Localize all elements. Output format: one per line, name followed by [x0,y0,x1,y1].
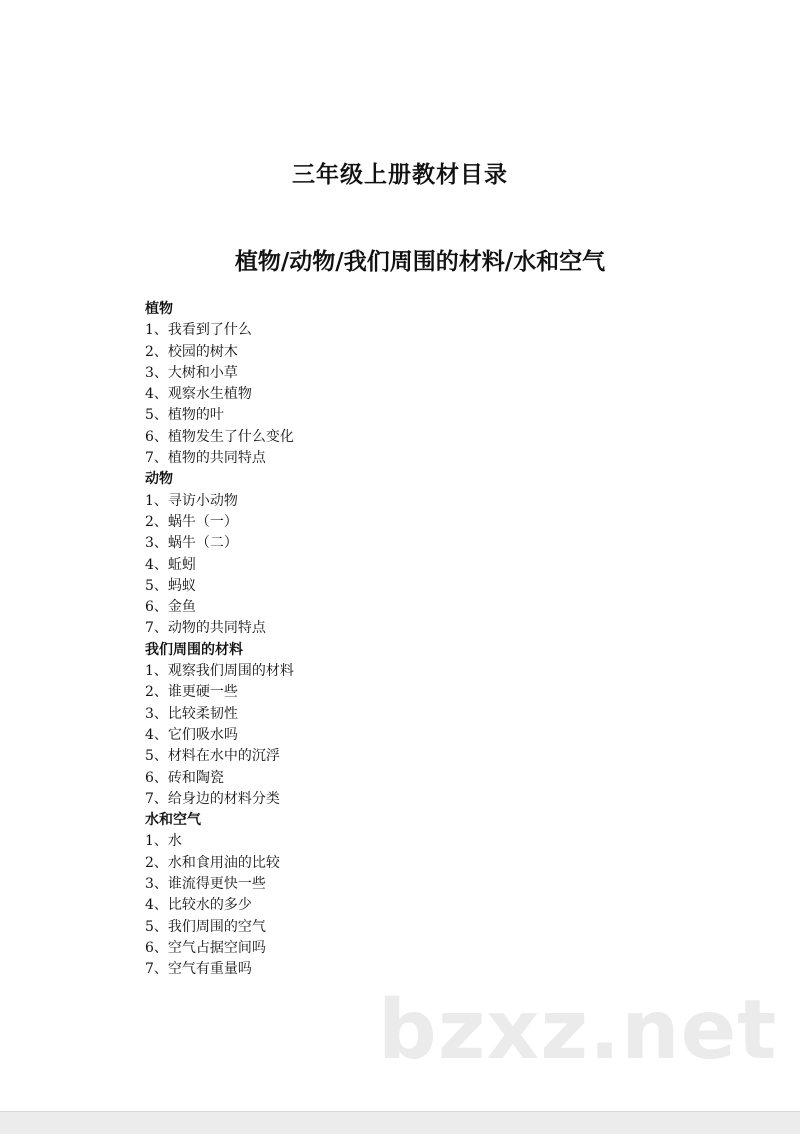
list-item: 3、比较柔韧性 [145,705,238,722]
section-heading: 我们周围的材料 [145,641,243,658]
list-item: 1、观察我们周围的材料 [145,663,294,680]
section-heading: 水和空气 [145,812,201,829]
list-item: 3、谁流得更快一些 [145,876,266,893]
list-item: 4、观察水生植物 [145,386,252,403]
list-item: 7、空气有重量吗 [145,961,252,978]
toc-section-plants [145,299,565,469]
list-item: 6、金鱼 [145,599,196,616]
list-item: 5、蚂蚁 [145,577,196,594]
list-item: 7、植物的共同特点 [145,450,266,467]
list-item: 6、空气占据空间吗 [145,939,266,956]
list-item: 4、蚯蚓 [145,556,196,573]
list-item: 2、蜗牛（一） [145,513,238,530]
list-item: 1、我看到了什么 [145,322,252,339]
list-item: 3、大树和小草 [145,364,238,381]
list-item: 7、动物的共同特点 [145,620,266,637]
list-item: 2、水和食用油的比较 [145,854,280,871]
list-item: 5、植物的叶 [145,407,224,424]
toc-section-water-air [145,810,565,980]
toc-section-materials [145,640,565,810]
section-heading: 动物 [145,471,173,488]
list-item: 5、材料在水中的沉浮 [145,748,280,765]
watermark: bzxz.net [378,983,778,1078]
page-title: 三年级上册教材目录 [292,161,508,188]
page-subtitle: 植物/动物/我们周围的材料/水和空气 [234,248,606,275]
list-item: 2、校园的树木 [145,343,238,360]
list-item: 4、它们吸水吗 [145,726,238,743]
section-heading: 植物 [145,301,173,317]
list-item: 3、蜗牛（二） [145,535,238,552]
toc-section-animals [145,469,565,639]
list-item: 6、砖和陶瓷 [145,769,224,786]
list-item: 1、水 [145,833,182,850]
list-item: 7、给身边的材料分类 [145,790,280,807]
list-item: 5、我们周围的空气 [145,918,266,935]
list-item: 4、比较水的多少 [145,897,252,914]
page-bottom-edge [0,1111,800,1134]
list-item: 2、谁更硬一些 [145,684,238,701]
table-of-contents [145,299,565,981]
list-item: 1、寻访小动物 [145,492,238,509]
list-item: 6、植物发生了什么变化 [145,428,294,445]
